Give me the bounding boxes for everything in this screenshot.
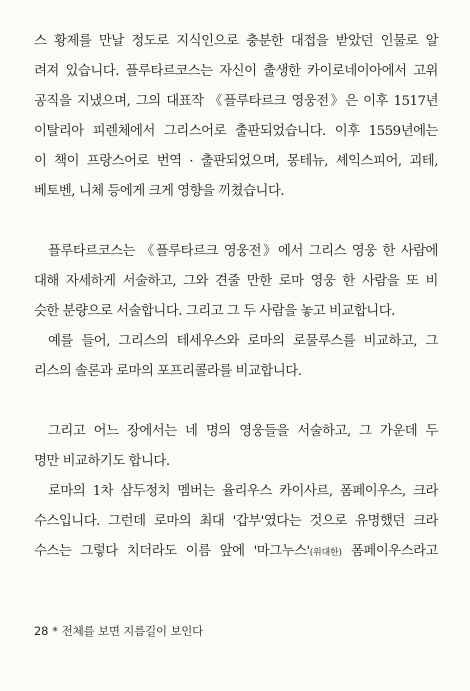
body-text [34,27,438,568]
text-line: 려져 있습니다. 플루타르코스는 자신이 출생한 카이로네이아에서 고위 [34,64,438,79]
text-line: 이탈리아 피렌체에서 그리스어로 출판되었습니다. 이후 1559년에는 [34,124,438,139]
text-line: 베토벤, 니체 등에게 크게 영향을 끼쳤습니다. [34,184,285,199]
separator-asterisk: * [52,624,58,638]
paragraph-example [34,327,438,387]
paragraph-plutarch-biography [34,27,438,207]
text-fragment: 수스는 그렇다 치더라도 이름 앞에 '마그누스' [34,544,310,559]
text-line: 로마의 1차 삼두정치 멤버는 율리우스 카이사르, 폼페이우스, 크라 [48,484,438,499]
text-line: 명만 비교하기도 합니다. [34,454,170,469]
text-line: 수스입니다. 그런데 로마의 최대 '갑부'였다는 것으로 유명했던 크라 [34,514,438,529]
paragraph-triumvirate [34,477,438,568]
text-line: 공직을 지냈으며, 그의 대표작 《플루타르크 영웅전》은 이후 1517년 [34,94,438,109]
page-footer [34,623,203,639]
text-line: 대해 자세하게 서술하고, 그와 견줄 만한 로마 영웅 한 사람을 또 비 [34,274,438,289]
text-line-mixed [34,537,438,568]
gloss-note: (위대한) [309,548,342,558]
text-line: 리스의 솔론과 로마의 포프리콜라를 비교합니다. [34,364,302,379]
paragraph-four-heroes [34,417,438,477]
paragraph-gap [34,387,438,417]
page-number: 28 [34,624,49,638]
paragraph-gap [34,207,438,237]
text-line: 그리고 어느 장에서는 네 명의 영웅들을 서술하고, 그 가운데 두 [48,424,438,439]
text-line: 플루타르코스는 《플루타르크 영웅전》에서 그리스 영웅 한 사람에 [48,244,438,259]
running-title: 전체를 보면 지름길이 보인다 [61,624,204,638]
text-line: 슷한 분량으로 서술합니다. 그리고 그 두 사람을 놓고 비교합니다. [34,304,395,319]
text-line: 스 황제를 만날 정도로 지식인으로 충분한 대접을 받았던 인물로 알 [34,34,438,49]
text-fragment: 폼페이우스라고 [341,544,438,559]
text-line: 이 책이 프랑스어로 번역 · 출판되었으며, 몽테뉴, 셰익스피어, 괴테, [34,154,438,169]
text-line: 예를 들어, 그리스의 테세우스와 로마의 로물루스를 비교하고, 그 [48,334,438,349]
paragraph-lives-structure [34,237,438,327]
